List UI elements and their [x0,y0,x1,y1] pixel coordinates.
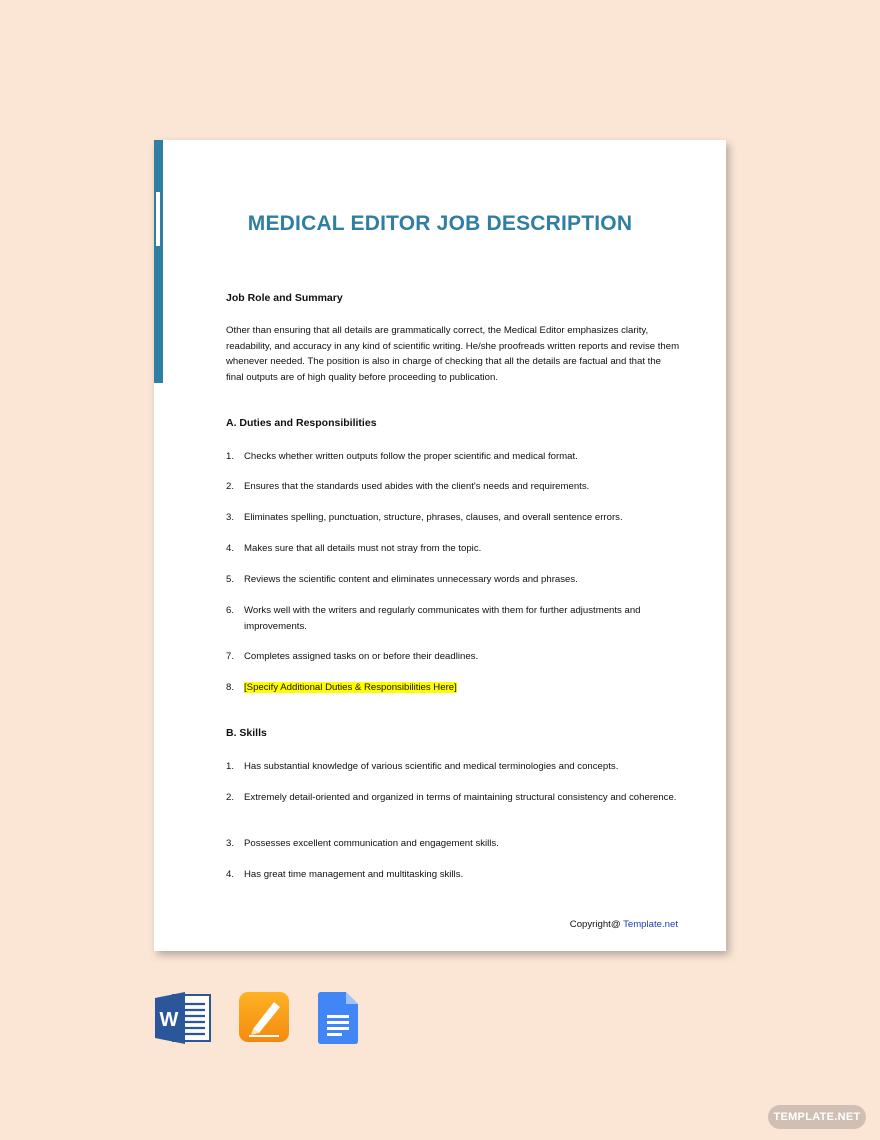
item-text: Makes sure that all details must not stray from the topic. [244,543,482,554]
template-watermark: TEMPLATE.NET [768,1105,866,1129]
list-item [226,680,681,696]
google-docs-icon[interactable] [318,992,360,1049]
pages-icon[interactable] [239,992,291,1049]
list-item [226,479,681,495]
list-item [226,867,681,883]
item-text: Has great time management and multitasking skills. [244,869,464,880]
item-number: 5. [226,574,235,585]
item-text: Completes assigned tasks on or before their deadlines. [244,651,479,662]
item-number: 3. [226,838,235,849]
list-item [226,572,681,588]
item-number: 6. [226,605,235,616]
word-icon[interactable] [155,992,211,1049]
duties-heading: A. Duties and Responsibilities [226,417,377,429]
highlighted-placeholder: [Specify Additional Duties & Responsibilities Here] [244,682,457,693]
document-page [154,140,726,951]
item-text: Extremely detail-oriented and organized in terms of maintaining structural consistency and coherence. [244,792,677,803]
item-number: 1. [226,451,235,462]
accent-bar [154,140,163,383]
job-role-paragraph: Other than ensuring that all details are grammatically correct, the Medical Editor emphasizes clarity, readability, and accuracy in any kind of scientific writing. He/she proofreads written reports and revise them whenever needed. The position is also in charge of checking that all the details are factual and that the final outputs are of high quality before proceeding to publication. [226,325,680,383]
list-item [226,759,681,775]
item-text: Reviews the scientific content and eliminates unnecessary words and phrases. [244,574,578,585]
list-item [226,541,681,557]
word-letter: W [159,1009,179,1031]
list-item [226,449,681,465]
item-number: 2. [226,481,235,492]
list-item [226,836,681,852]
item-text: Ensures that the standards used abides with the client's needs and requirements. [244,481,590,492]
item-text: Works well with the writers and regularly communicates with them for further adjustments and improvements. [244,605,641,632]
document-title: MEDICAL EDITOR JOB DESCRIPTION [247,212,633,235]
list-item [226,510,681,526]
copyright-prefix: Copyright@ [569,919,624,930]
item-number: 4. [226,869,235,880]
item-number: 8. [226,682,235,693]
item-number: 7. [226,651,235,662]
item-number: 1. [226,761,235,772]
skills-heading: B. Skills [226,727,267,739]
list-item [226,790,681,806]
item-text: Checks whether written outputs follow the proper scientific and medical format. [244,451,578,462]
item-text: Possesses excellent communication and engagement skills. [244,838,499,849]
job-role-heading: Job Role and Summary [226,292,343,304]
list-item [226,603,681,634]
item-text: Eliminates spelling, punctuation, structure, phrases, clauses, and overall sentence errors. [244,512,623,523]
list-item [226,649,681,665]
item-number: 2. [226,792,235,803]
item-number: 4. [226,543,235,554]
copyright-link[interactable]: Template.net [623,919,678,930]
item-number: 3. [226,512,235,523]
item-text: Has substantial knowledge of various scientific and medical terminologies and concepts. [244,761,619,772]
copyright-line [570,919,678,930]
